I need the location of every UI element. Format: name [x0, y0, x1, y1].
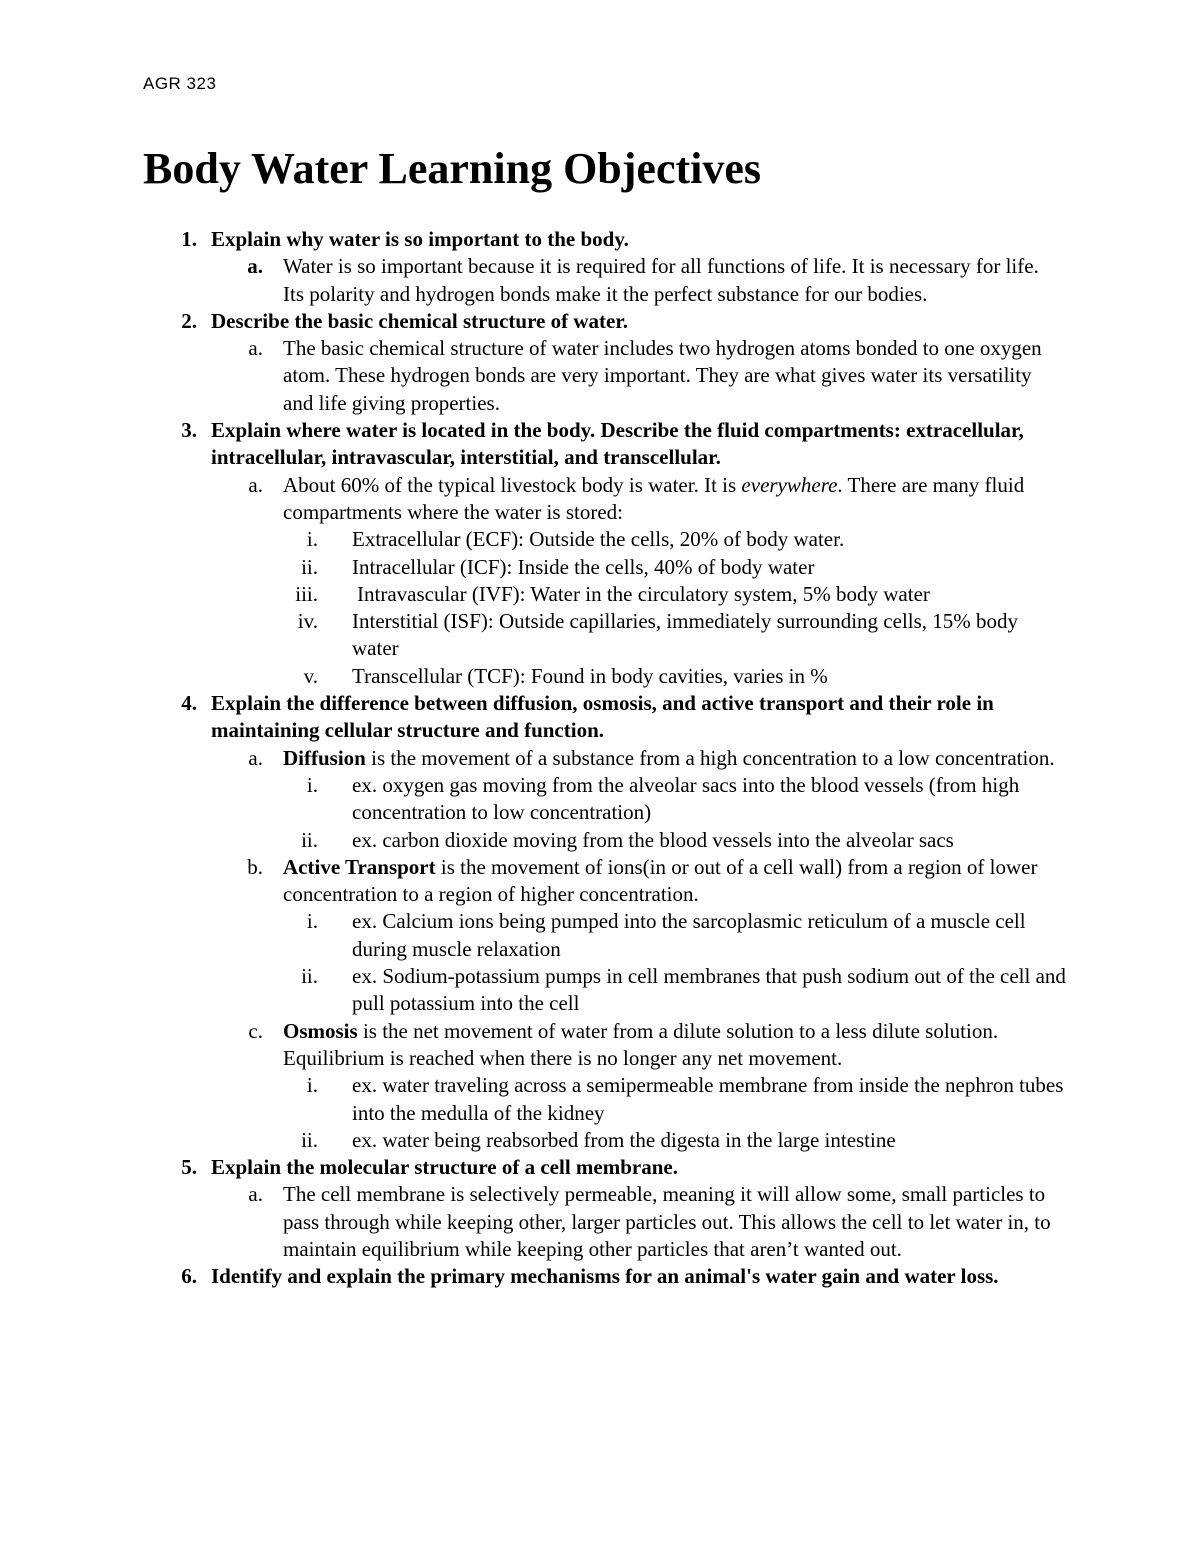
- objective-4-answer-b: [0, 854, 1200, 909]
- list-roman: iii.: [295, 581, 318, 606]
- sub-item-text: Interstitial (ISF): Outside capillaries, immediately surrounding cells, 15% body water: [352, 609, 1019, 661]
- sub-item: [0, 1072, 1200, 1127]
- sub-item: [0, 526, 1200, 553]
- objective-question: Explain why water is so important to the body.: [211, 227, 629, 251]
- sub-item: [0, 772, 1200, 827]
- list-roman: i.: [306, 527, 318, 552]
- definition-text: is the movement of ions(in or out of a cell wall) from a region of lower concentration to a region of higher concentration.: [283, 854, 1038, 907]
- list-roman: i.: [306, 909, 318, 934]
- definition-text: is the net movement of water from a dilute solution to a less dilute solution. Equilibrium is reached when there is no longer any net movement.: [283, 1018, 999, 1070]
- course-header: AGR 323: [143, 74, 217, 93]
- term-text: Osmosis: [283, 1018, 358, 1043]
- sub-item-text: Intravascular (IVF): Water in the circulatory system, 5% body water: [357, 581, 930, 606]
- answer-text: [283, 472, 1063, 527]
- sub-item: [0, 908, 1200, 963]
- answer-text: Water is so important because it is required for all functions of life. It is necessary for life. Its polarity and hydrogen bonds make it the perfect substance for our bodies.: [283, 254, 1039, 306]
- definition-text: is the movement of a substance from a high concentration to a low concentration.: [365, 745, 1055, 770]
- list-letter: a.: [248, 336, 263, 361]
- list-roman: i.: [306, 1073, 318, 1098]
- list-number: 4.: [181, 691, 197, 716]
- list-letter: a.: [248, 745, 263, 770]
- answer-text: [283, 1018, 1063, 1073]
- objective-6: [0, 1263, 1200, 1290]
- sub-item: [0, 963, 1200, 1018]
- sub-item-text: ex. Sodium-potassium pumps in cell membranes that push sodium out of the cell and pull potassium into the cell: [352, 964, 1066, 1016]
- objective-question: Identify and explain the primary mechanisms for an animal's water gain and water loss.: [211, 1264, 999, 1289]
- sub-item-text: Extracellular (ECF): Outside the cells, 20% of body water.: [352, 527, 845, 552]
- answer-text: [283, 854, 1063, 909]
- list-letter: b.: [247, 854, 263, 879]
- list-roman: ii.: [301, 964, 318, 989]
- list-number: 5.: [181, 1155, 197, 1180]
- list-letter: a.: [248, 1182, 263, 1207]
- answer-text-end: . There are many fluid compartments where the water is stored:: [283, 472, 1025, 524]
- objective-1: [0, 226, 1200, 253]
- sub-item: [0, 554, 1200, 581]
- sub-item: [0, 663, 1200, 690]
- objective-4: [0, 690, 1200, 745]
- page-title: Body Water Learning Objectives: [143, 144, 762, 193]
- sub-item-text: Intracellular (ICF): Inside the cells, 40% of body water: [352, 554, 815, 579]
- objective-question: Explain the difference between diffusion, osmosis, and active transport and their role in maintaining cellular structure and function.: [211, 691, 994, 743]
- list-roman: i.: [306, 772, 318, 797]
- list-letter: c.: [248, 1018, 263, 1043]
- sub-item: [0, 827, 1200, 854]
- list-roman: ii.: [301, 554, 318, 579]
- list-roman: ii.: [301, 1127, 318, 1152]
- objective-question: Explain the molecular structure of a cell membrane.: [211, 1155, 678, 1180]
- objective-4-answer-c: [0, 1018, 1200, 1073]
- answer-text-start: About 60% of the typical livestock body is water. It is: [283, 472, 742, 497]
- sub-item-text: ex. oxygen gas moving from the alveolar sacs into the blood vessels (from high concentration to low concentration): [352, 772, 1020, 825]
- list-number: 6.: [181, 1264, 197, 1289]
- list-letter: a.: [247, 254, 263, 279]
- list-number: 1.: [181, 227, 197, 251]
- emphasis-text: everywhere: [741, 472, 838, 497]
- sub-item: [0, 1127, 1200, 1154]
- sub-item-text: ex. water traveling across a semipermeable membrane from inside the nephron tubes into the medulla of the kidney: [352, 1073, 1064, 1125]
- sub-item-text: ex. carbon dioxide moving from the blood vessels into the alveolar sacs: [352, 827, 954, 852]
- list-number: 2.: [181, 308, 197, 333]
- sub-item-text: ex. Calcium ions being pumped into the sarcoplasmic reticulum of a muscle cell during muscle relaxation: [352, 909, 1026, 961]
- list-letter: a.: [248, 472, 263, 497]
- objectives-list: [0, 226, 1200, 1291]
- list-number: 3.: [181, 418, 197, 443]
- sub-item: [0, 608, 1200, 663]
- objective-question: Describe the basic chemical structure of water.: [211, 308, 628, 333]
- sub-item: [0, 581, 1200, 608]
- objective-3-answer: [0, 472, 1200, 527]
- objective-2-answer: [0, 335, 1200, 417]
- list-roman: iv.: [297, 609, 318, 634]
- objective-1-answer: [0, 253, 1200, 308]
- term-text: Diffusion: [283, 745, 366, 770]
- sub-item-text: Transcellular (TCF): Found in body cavities, varies in %: [352, 663, 828, 688]
- list-roman: v.: [303, 663, 318, 688]
- objective-3: [0, 417, 1200, 472]
- answer-text: The cell membrane is selectively permeable, meaning it will allow some, small particles to pass through while keeping other, larger particles out. This allows the cell to let water in, to maintain equilibrium while keeping other particles that aren’t wanted out.: [283, 1182, 1051, 1261]
- objective-5-answer: [0, 1181, 1200, 1263]
- answer-text: [283, 745, 1063, 772]
- list-roman: ii.: [301, 827, 318, 852]
- objective-2: [0, 308, 1200, 335]
- answer-text: The basic chemical structure of water includes two hydrogen atoms bonded to one oxygen atom. These hydrogen bonds are very important. They are what gives water its versatility and life giving properties.: [283, 336, 1042, 415]
- term-text: Active Transport: [283, 854, 436, 879]
- objective-5: [0, 1154, 1200, 1181]
- sub-item-text: ex. water being reabsorbed from the digesta in the large intestine: [352, 1127, 896, 1152]
- objective-question: Explain where water is located in the body. Describe the fluid compartments: extracellular, intracellular, intravascular, interstitial, and transcellular.: [211, 418, 1024, 470]
- objective-4-answer-a: [0, 745, 1200, 772]
